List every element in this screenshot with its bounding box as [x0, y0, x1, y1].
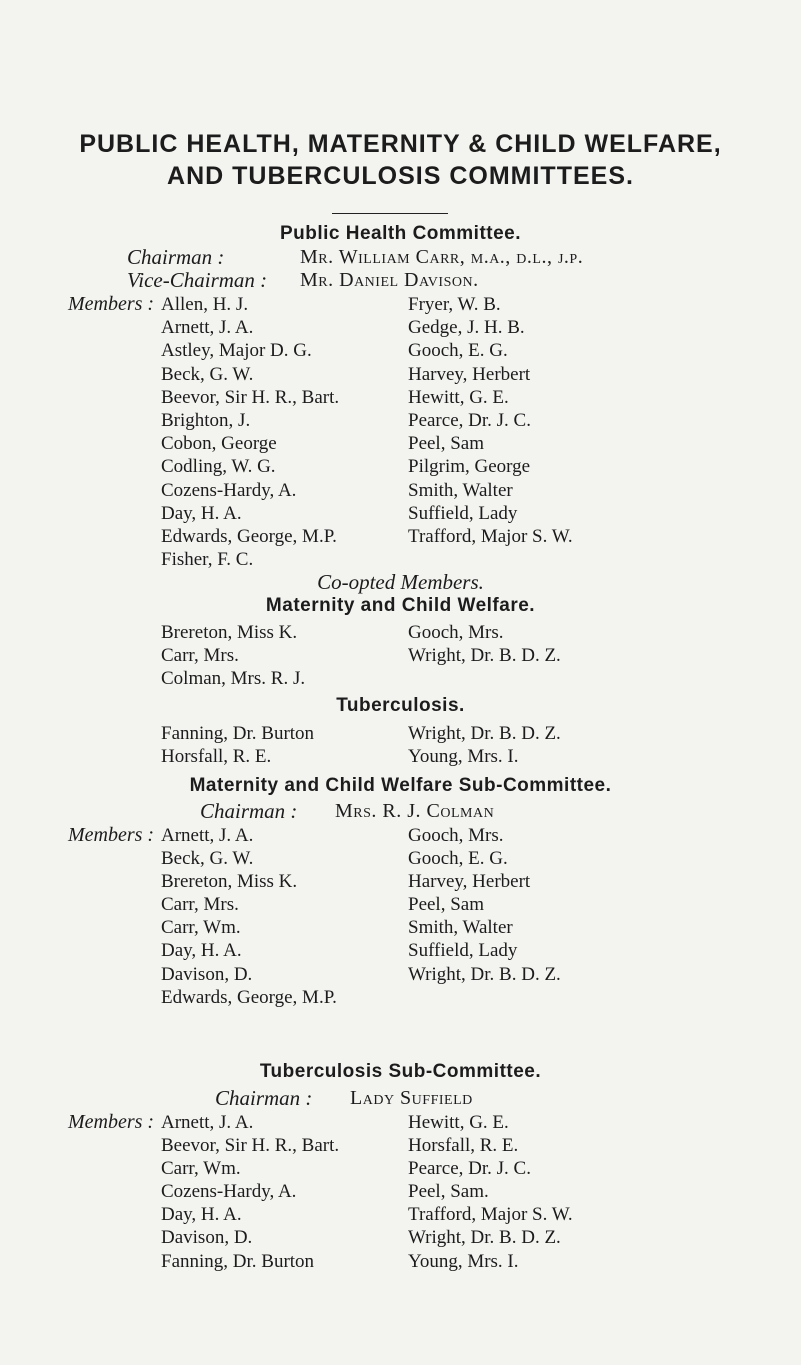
list-item: Carr, Mrs. [161, 894, 239, 916]
list-item: Fanning, Dr. Burton [161, 1250, 315, 1272]
list-item: Smith, Walter [408, 479, 513, 501]
maternity-sub-members-label: Members : [68, 824, 155, 846]
list-item: Arnett, J. A. [161, 1112, 254, 1133]
tuberculosis-sub-heading: Tuberculosis Sub-Committee. [259, 1061, 542, 1082]
list-item: Beck, G. W. [161, 363, 254, 385]
tuberculosis-sub-list-left [161, 1111, 339, 1273]
list-item: Arnett, J. A. [161, 317, 254, 339]
tuberculosis-sub-chairman-name: Lady Suffield [350, 1087, 473, 1109]
list-item: Pearce, Dr. J. C. [408, 1158, 531, 1180]
tuberculosis-sub-list-right [408, 1111, 573, 1273]
list-item: Astley, Major D. G. [161, 340, 312, 362]
list-item: Beevor, Sir H. R., Bart. [161, 386, 340, 408]
divider-rule [332, 213, 448, 214]
list-item: Arnett, J. A. [161, 825, 254, 846]
tuberculosis-coopted-heading: Tuberculosis. [336, 695, 465, 716]
list-item: Davison, D. [161, 1227, 253, 1249]
vice-chairman-label: Vice-Chairman : [127, 268, 268, 292]
maternity-sub-list-left [161, 824, 337, 1009]
list-item: Fryer, W. B. [408, 294, 501, 315]
list-item: Harvey, Herbert [408, 871, 531, 893]
list-item: Gooch, Mrs. [408, 825, 504, 846]
maternity-coopted-list-left [161, 621, 305, 690]
list-item: Peel, Sam [408, 433, 484, 455]
list-item: Harvey, Herbert [408, 363, 531, 385]
tuberculosis-coopted-list-right [408, 722, 561, 768]
list-item: Wright, Dr. B. D. Z. [408, 963, 561, 985]
list-item: Edwards, George, M.P. [161, 525, 337, 547]
members-label: Members : [68, 293, 155, 315]
list-item: Fisher, F. C. [161, 549, 254, 571]
list-item: Day, H. A. [161, 502, 242, 524]
main-title-line-1: PUBLIC HEALTH, MATERNITY & CHILD WELFARE, [79, 130, 722, 158]
list-item: Edwards, George, M.P. [161, 986, 337, 1008]
list-item: Carr, Wm. [161, 917, 241, 939]
list-item: Cobon, George [161, 433, 277, 455]
list-item: Gedge, J. H. B. [408, 317, 525, 339]
list-item: Carr, Mrs. [161, 645, 239, 667]
main-title-line-2: AND TUBERCULOSIS COMMITTEES. [167, 162, 634, 190]
list-item: Gooch, E. G. [408, 848, 508, 870]
list-item: Day, H. A. [161, 1204, 242, 1226]
list-item: Horsfall, R. E. [408, 1135, 519, 1157]
list-item: Suffield, Lady [408, 940, 518, 962]
list-item: Trafford, Major S. W. [408, 525, 573, 547]
list-item: Cozens-Hardy, A. [161, 1181, 297, 1203]
list-item: Beck, G. W. [161, 848, 254, 870]
list-item: Suffield, Lady [408, 502, 518, 524]
list-item: Wright, Dr. B. D. Z. [408, 1227, 561, 1249]
list-item: Brighton, J. [161, 409, 251, 431]
list-item: Peel, Sam. [408, 1181, 489, 1203]
tuberculosis-coopted-list-left [161, 722, 314, 768]
list-item: Allen, H. J. [161, 294, 249, 315]
list-item: Pearce, Dr. J. C. [408, 409, 531, 431]
list-item: Pilgrim, George [408, 456, 531, 478]
list-item: Colman, Mrs. R. J. [161, 668, 306, 690]
list-item: Wright, Dr. B. D. Z. [408, 645, 561, 667]
tuberculosis-sub-chairman-label: Chairman : [215, 1086, 313, 1110]
list-item: Cozens-Hardy, A. [161, 479, 297, 501]
maternity-sub-chairman-name: Mrs. R. J. Colman [335, 800, 495, 822]
members-list-left [161, 293, 339, 571]
list-item: Beevor, Sir H. R., Bart. [161, 1135, 340, 1157]
maternity-coopted-list-right [408, 621, 561, 667]
maternity-sub-list-right [408, 824, 561, 986]
coopted-heading: Co-opted Members. [317, 570, 484, 594]
list-item: Young, Mrs. I. [408, 746, 519, 768]
chairman-label: Chairman : [127, 245, 225, 269]
list-item: Peel, Sam [408, 894, 484, 916]
list-item: Young, Mrs. I. [408, 1250, 519, 1272]
list-item: Hewitt, G. E. [408, 1112, 509, 1133]
list-item: Brereton, Miss K. [161, 871, 298, 893]
list-item: Gooch, E. G. [408, 340, 508, 362]
list-item: Horsfall, R. E. [161, 746, 272, 768]
vice-chairman-name: Mr. Daniel Davison. [300, 269, 479, 291]
list-item: Trafford, Major S. W. [408, 1204, 573, 1226]
list-item: Day, H. A. [161, 940, 242, 962]
chairman-name: Mr. William Carr, m.a., d.l., j.p. [300, 246, 584, 268]
list-item: Codling, W. G. [161, 456, 276, 478]
tuberculosis-sub-members-label: Members : [68, 1111, 155, 1133]
list-item: Hewitt, G. E. [408, 386, 509, 408]
list-item: Wright, Dr. B. D. Z. [408, 723, 561, 744]
list-item: Gooch, Mrs. [408, 622, 504, 643]
list-item: Brereton, Miss K. [161, 622, 298, 643]
public-health-heading: Public Health Committee. [279, 223, 522, 244]
maternity-coopted-heading: Maternity and Child Welfare. [265, 595, 536, 616]
maternity-sub-chairman-label: Chairman : [200, 799, 298, 823]
list-item: Smith, Walter [408, 917, 513, 939]
list-item: Davison, D. [161, 963, 253, 985]
list-item: Fanning, Dr. Burton [161, 723, 315, 744]
list-item: Carr, Wm. [161, 1158, 241, 1180]
maternity-sub-heading: Maternity and Child Welfare Sub-Committee. [189, 775, 612, 796]
members-list-right [408, 293, 573, 548]
